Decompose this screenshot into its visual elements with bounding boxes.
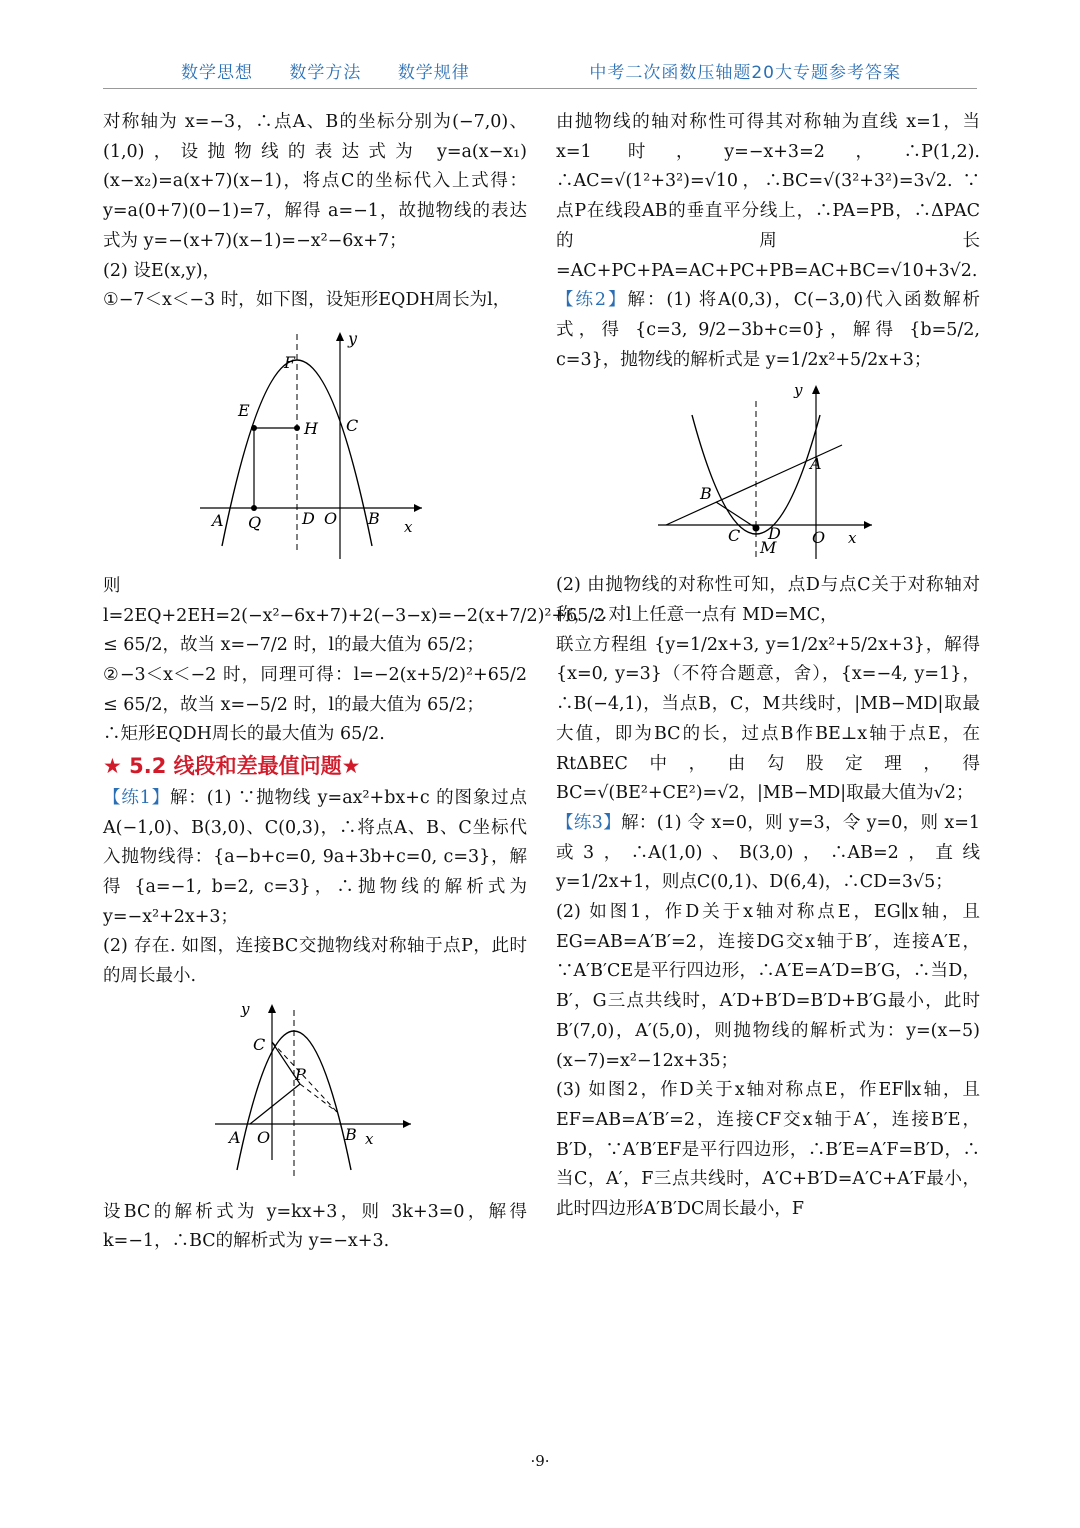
page-header (103, 58, 977, 89)
label-e: E (238, 400, 250, 420)
x-axis-arrow (414, 504, 422, 512)
point-q (251, 505, 257, 511)
paragraph: (2) 由抛物线的对称性可知，点D与点C关于对称轴对称，∴对l上任意一点有 MD=MC， (556, 575, 980, 626)
label-b: B (700, 484, 712, 504)
paragraph: 则 l=2EQ+2EH=2(−x²−6x+7)+2(−3−x)=−2(x+7/2)²+65/2 ≤ 65/2，故当 x=−7/2 时，l的最大值为 65/2； (103, 575, 606, 656)
page-number: ·9· (530, 1452, 550, 1470)
exercise-tag: 【练2】 (556, 290, 628, 311)
label-c: C (253, 1034, 266, 1054)
paragraph: 联立方程组 {y=1/2x+3, y=1/2x²+5/2x+3}，解得 {x=0, y=3}（不符合题意，舍），{x=−4, y=1}，∴B(−4,1)，当点B，C，M共线时，|MB−MD|取最大值，即为BC的长，过点B作BE⊥x轴于点E，在RtΔBEC中，由勾股定理，得 BC=√(BE²+CE²)=√2，|MB−MD|取最大值为√2； (556, 634, 980, 804)
label-b: B (368, 508, 380, 528)
label-o: O (812, 528, 826, 548)
figure-bc-perimeter (215, 1000, 415, 1190)
right-column (556, 108, 980, 1225)
exercise-text: 解：(1) 将A(0,3)，C(−3,0)代入函数解析式，得 {c=3, 9/2−3b+c=0}，解得 {b=5/2, c=3}，抛物线的解析式是 y=1/2x²+5/2x+3； (556, 290, 981, 370)
x-axis-arrow (864, 521, 872, 529)
label-a: A (810, 454, 822, 474)
paragraph: 设BC的解析式为 y=kx+3，则 3k+3=0，解得 k=−1，∴BC的解析式为 y=−x+3. (103, 1201, 527, 1252)
exercise-text: 解：(1) ∵抛物线 y=ax²+bx+c 的图象过点A(−1,0)、B(3,0)、C(0,3)，∴将点A、B、C坐标代入抛物线得：{a−b+c=0, 9a+3b+c=0, c=3}，解得 {a=−1, b=2, c=3}，∴抛物线的解析式为 y=−x²+2x+3； (103, 787, 528, 927)
label-o: O (324, 508, 338, 528)
label-y: y (241, 999, 250, 1018)
x-axis-arrow (403, 1120, 411, 1128)
y-axis-arrow (336, 332, 344, 341)
header-tags (181, 58, 500, 83)
y-axis-arrow (268, 1004, 276, 1013)
point-h (294, 425, 300, 431)
paragraph (556, 809, 980, 898)
paragraph: 由抛物线的轴对称性可得其对称轴为直线 x=1，当 x=1 时，y=−x+3=2，∴P(1,2). ∴AC=√(1²+3²)=√10，∴BC=√(3²+3²)=3√2. ∵点P在线段AB的垂直平分线上，∴PA=PB，∴ΔPAC的周长=AC+PC+PA=AC+PC+PB=AC+BC=√10+3√2. (556, 112, 980, 281)
label-p: P (295, 1064, 306, 1084)
point-e (251, 425, 257, 431)
line-pb (300, 1084, 337, 1112)
figure-rectangle-parabola (200, 324, 430, 564)
header-tag: 数学思想 (181, 63, 253, 83)
header-title: 中考二次函数压轴题20大专题参考答案 (589, 63, 901, 83)
y-axis-arrow (812, 385, 820, 394)
label-c: C (728, 526, 741, 546)
label-y: y (794, 383, 803, 400)
header-tag: 数学方法 (289, 63, 362, 83)
paragraph: ①−7＜x＜−3 时，如下图，设矩形EQDH周长为l， (103, 290, 511, 311)
label-x: x (365, 1129, 374, 1148)
figure-line-parabola (658, 383, 878, 563)
rectangle-sides (254, 428, 297, 508)
exercise-tag: 【练3】 (556, 812, 622, 833)
paragraph (103, 784, 527, 933)
label-a: A (212, 510, 224, 530)
label-q: Q (248, 512, 262, 532)
line-bm (716, 502, 756, 528)
label-c: C (346, 415, 359, 435)
paragraph: (2) 如图1，作D关于x轴对称点E，EG∥x轴，且EG=AB=A′B′=2，连接DG交x轴于B′，连接A′E，∵A′B′CE是平行四边形，∴A′E=A′D=B′G，∴当D，B′，G三点共线时，A′D+B′D=B′D+B′G最小，此时B′(7,0)，A′(5,0)，则抛物线的解析式为：y=(x−5)(x−7)=x²−12x+35； (556, 902, 980, 1071)
label-b: B (345, 1124, 357, 1144)
label-h: H (304, 418, 318, 438)
paragraph: (2) 设E(x,y)， (103, 260, 221, 281)
paragraph: (3) 如图2，作D关于x轴对称点E，作EF∥x轴，且EF=AB=A′B′=2，连接CF交x轴于A′，连接B′E，B′D，∵A′B′EF是平行四边形，∴B′E=A′F=B′D，∴当C，A′，F三点共线时，A′C+B′D=A′C+A′F最小，此时四边形A′B′DC周长最小，F (556, 1080, 980, 1220)
label-f: F (284, 352, 296, 372)
header-tag: 数学规律 (397, 63, 470, 83)
label-d: D (768, 524, 781, 544)
paragraph: ∴矩形EQDH周长的最大值为 65/2. (103, 724, 385, 745)
label-m: M (760, 538, 777, 558)
point-m (753, 525, 760, 532)
label-x: x (848, 529, 857, 548)
label-x: x (404, 517, 413, 536)
paragraph: ②−3＜x＜−2 时，同理可得：l=−2(x+5/2)²+65/2 ≤ 65/2，故当 x=−5/2 时，l的最大值为 65/2； (103, 665, 527, 715)
label-o: O (257, 1127, 271, 1147)
exercise-text: 解：(1) 令 x=0，则 y=3，令 y=0，则 x=1或3，∴A(1,0)、B(3,0)，∴AB=2，直线 y=1/2x+1，则点C(0,1)、D(6,4)，∴CD=3√5； (556, 812, 980, 893)
exercise-tag: 【练1】 (103, 787, 171, 808)
paragraph: (2) 存在. 如图，连接BC交抛物线对称轴于点P，此时的周长最小. (103, 936, 527, 987)
label-a: A (229, 1127, 241, 1147)
paragraph: 对称轴为 x=−3，∴点A、B的坐标分别为(−7,0)、(1,0)，设抛物线的表达式为 y=a(x−x₁)(x−x₂)=a(x+7)(x−1)，将点C的坐标代入上式得：y=a(0+7)(0−1)=7，解得 a=−1，故抛物线的表达式为 y=−(x+7)(x−1)=−x²−6x+7； (103, 112, 527, 251)
section-heading: ★ 5.2 线段和差最值问题★ (103, 754, 361, 779)
label-y: y (348, 328, 358, 348)
paragraph (556, 286, 980, 375)
label-d: D (302, 508, 315, 528)
